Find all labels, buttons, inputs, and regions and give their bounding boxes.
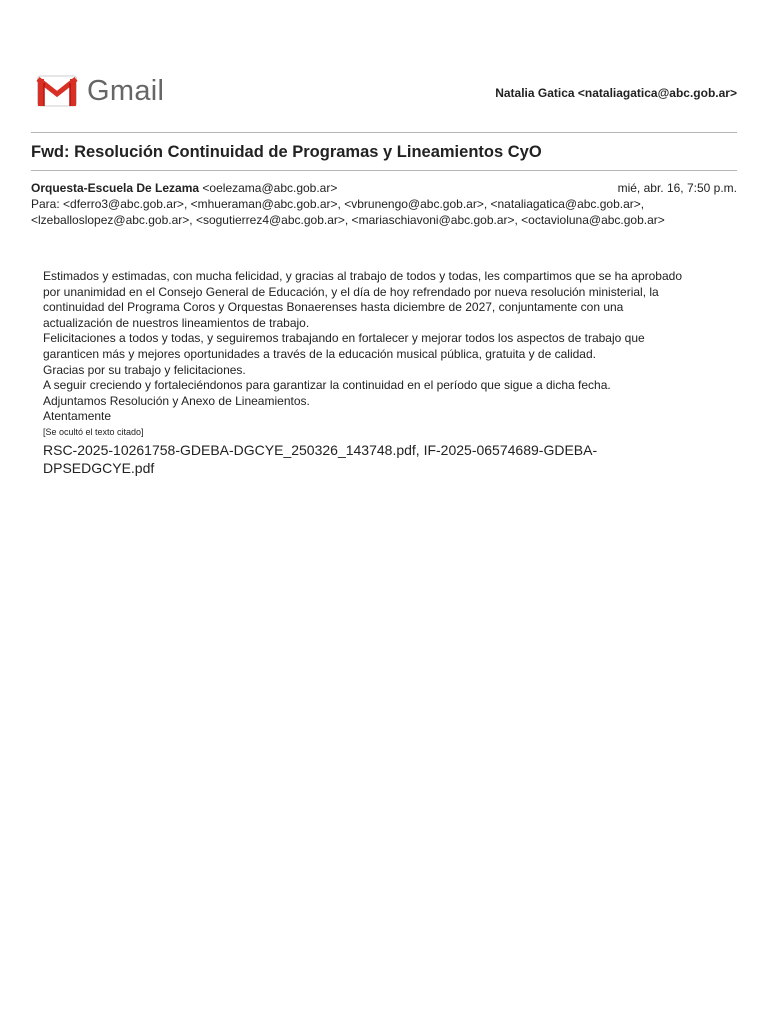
- attachments-line-2[interactable]: DPSEDGCYE.pdf: [43, 459, 155, 476]
- gmail-header: [31, 70, 737, 120]
- sender-email: <oelezama@abc.gob.ar>: [202, 181, 338, 195]
- from-line: [31, 180, 737, 196]
- recipients-line-1: Para: <dferro3@abc.gob.ar>, <mhueraman@abc.gob.ar>, <vbrunengo@abc.gob.ar>, <nataliagatica@abc.gob.ar>,: [31, 197, 645, 211]
- email-body: [43, 269, 733, 477]
- body-line: Adjuntamos Resolución y Anexo de Lineamientos.: [43, 393, 310, 408]
- sender-name: Orquesta-Escuela De Lezama: [31, 181, 200, 195]
- email-subject: Fwd: Resolución Continuidad de Programas y Lineamientos CyO: [31, 143, 542, 161]
- recipients-line-2: <lzeballoslopez@abc.gob.ar>, <sogutierrez4@abc.gob.ar>, <mariaschiavoni@abc.gob.ar>, <octavioluna@abc.gob.ar>: [31, 213, 665, 227]
- quoted-text-toggle[interactable]: [Se ocultó el texto citado]: [43, 426, 144, 437]
- body-line: Estimados y estimadas, con mucha felicidad, y gracias al trabajo de todos y todas, les compartimos que se ha aprobado: [43, 269, 683, 283]
- body-line: Felicitaciones a todos y todas, y seguiremos trabajando en fortalecer y mejorar todos los aspectos de trabajo que: [43, 331, 645, 346]
- body-line: Gracias por su trabajo y felicitaciones.: [43, 362, 246, 377]
- email-meta: [31, 180, 737, 228]
- gmail-logo: [36, 74, 164, 108]
- body-line: A seguir creciendo y fortaleciéndonos para garantizar la continuidad en el período que sigue a dicha fecha.: [43, 378, 611, 393]
- divider-top: [31, 132, 737, 133]
- divider-bottom: [31, 170, 737, 171]
- body-line: continuidad del Programa Coros y Orquestas Bonaerenses hasta diciembre de 2027, conjuntamente con una: [43, 300, 624, 315]
- body-line: garanticen más y mejores oportunidades a través de la educación musical pública, gratuita y de calidad.: [43, 346, 596, 361]
- gmail-wordmark: Gmail: [87, 74, 165, 107]
- body-line: actualización de nuestros lineamientos de trabajo.: [43, 315, 310, 330]
- gmail-m-icon: [36, 74, 78, 108]
- attachments-list: [43, 441, 733, 477]
- attachments-line-1[interactable]: RSC-2025-10261758-GDEBA-DGCYE_250326_143748.pdf, IF-2025-06574689-GDEBA-: [43, 441, 598, 458]
- email-date: mié, abr. 16, 7:50 p.m.: [617, 181, 737, 195]
- account-name: Natalia Gatica <nataliagatica@abc.gob.ar>: [495, 86, 737, 100]
- body-line: por unanimidad en el Consejo General de Educación, y el día de hoy refrendado por nueva resolución ministerial, la: [43, 284, 659, 299]
- body-line: Atentamente: [43, 409, 112, 424]
